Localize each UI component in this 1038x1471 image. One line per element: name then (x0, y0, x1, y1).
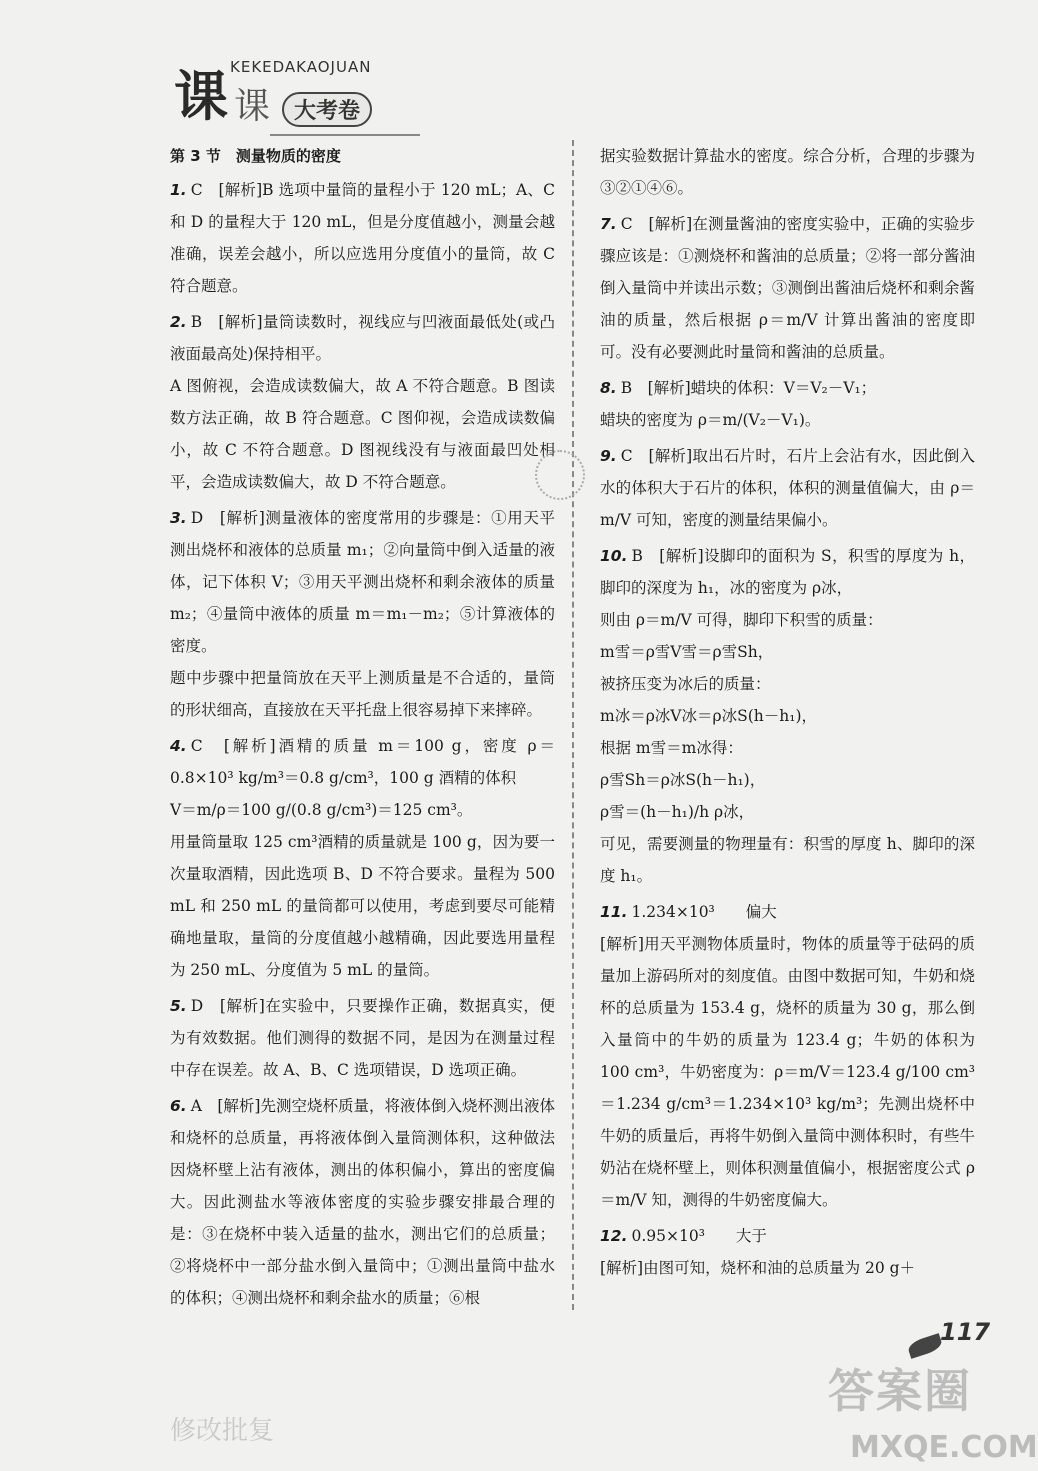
question-number: 3. (170, 509, 187, 527)
header-logo (150, 48, 470, 138)
answer-text: 蜡块的密度为 ρ＝m/(V₂－V₁)。 (600, 411, 821, 429)
answer-paragraph (170, 794, 555, 826)
column-divider (572, 140, 574, 1310)
question-number: 2. (170, 313, 187, 331)
answer-item (600, 896, 975, 1216)
answer-item (170, 730, 555, 986)
logo-latin-text: KEKEDAKAOJUAN (230, 58, 372, 76)
answer-item (600, 140, 975, 204)
logo-char-main: 课 (174, 64, 228, 128)
stamp-mark (535, 450, 585, 500)
answer-text: C [解析]酒精的质量 m＝100 g，密度 ρ＝0.8×10³ kg/m³＝0.8 g/cm³，100 g 酒精的体积 (170, 737, 555, 787)
logo-tag: 大考卷 (282, 92, 372, 127)
answer-paragraph (170, 662, 555, 726)
answer-paragraph (170, 174, 555, 302)
answer-paragraph (170, 1090, 555, 1314)
answer-text: B [解析]量筒读数时，视线应与凹液面最低处(或凸液面最高处)保持相平。 (170, 313, 555, 363)
answer-text: C [解析]取出石片时，石片上会沾有水，因此倒入水的体积大于石片的体积，体积的测量值偏大，由 ρ＝m/V 可知，密度的测量结果偏小。 (600, 447, 975, 529)
answer-paragraph (600, 1220, 975, 1252)
answer-paragraph (600, 1252, 975, 1284)
right-column (600, 140, 975, 1288)
answer-paragraph (600, 732, 975, 764)
answer-paragraph (600, 540, 975, 604)
answer-text: 根据 m雪＝m冰得： (600, 739, 743, 757)
answer-text: V＝m/ρ＝100 g/(0.8 g/cm³)＝125 cm³。 (170, 801, 473, 819)
answer-item (600, 372, 975, 436)
answer-paragraph (600, 404, 975, 436)
answer-text: C [解析]B 选项中量筒的量程小于 120 mL；A、C 和 D 的量程大于 120 mL，但是分度值越小，测量会越准确，误差会越小，所以应选用分度值小的量筒，故 C 符合题意。 (170, 181, 555, 295)
section-title: 第 3 节 测量物质的密度 (170, 147, 341, 165)
answer-item (600, 208, 975, 368)
question-number: 8. (600, 379, 617, 397)
answer-item (600, 440, 975, 536)
answer-text: 据实验数据计算盐水的密度。综合分析，合理的步骤为③②①④⑥。 (600, 147, 975, 197)
answer-paragraph (600, 700, 975, 732)
answer-item (170, 502, 555, 726)
answer-paragraph (600, 796, 975, 828)
answer-text: D [解析]测量液体的密度常用的步骤是：①用天平测出烧杯和液体的总质量 m₁；②向量筒中倒入适量的液体，记下体积 V；③用天平测出烧杯和剩余液体的质量 m₂；④量筒中液体的质量 m＝m₁－m₂；⑤计算液体的密度。 (170, 509, 555, 655)
answer-text: 题中步骤中把量筒放在天平上测质量是不合适的，量筒的形状细高，直接放在天平托盘上很容易掉下来摔碎。 (170, 669, 555, 719)
answer-text: m雪＝ρ雪V雪＝ρ雪Sh， (600, 643, 774, 661)
watermark-logo: 答案圈 (828, 1364, 972, 1418)
answer-paragraph (170, 502, 555, 662)
answer-item (600, 1220, 975, 1284)
answer-paragraph (600, 636, 975, 668)
answer-text: 1.234×10³ 偏大 (631, 903, 777, 921)
logo-underline (270, 134, 420, 136)
question-number: 10. (600, 547, 628, 565)
answer-text: 被挤压变为冰后的质量： (600, 675, 771, 693)
answer-text: 用量筒量取 125 cm³酒精的质量就是 100 g，因为要一次量取酒精，因此选项 B、D 不符合要求。量程为 500 mL 和 250 mL 的量筒都可以使用，考虑到要尽可能精确地量取，量筒的分度值越小越精确，因此要选用量程为 250 mL、分度值为 5 mL 的量筒。 (170, 833, 555, 979)
answer-text: B [解析]蜡块的体积：V＝V₂－V₁； (620, 379, 877, 397)
question-number: 12. (600, 1227, 628, 1245)
answer-paragraph (600, 828, 975, 892)
question-number: 6. (170, 1097, 187, 1115)
answer-text: 可见，需要测量的物理量有：积雪的厚度 h、脚印的深度 h₁。 (600, 835, 975, 885)
watermark-url: MXQE.COM (850, 1430, 1038, 1465)
answer-item (170, 306, 555, 498)
answer-paragraph (170, 990, 555, 1086)
answer-item (600, 540, 975, 892)
logo-char-secondary: 课 (234, 86, 271, 127)
answer-text: ρ雪Sh＝ρ冰S(h－h₁)， (600, 771, 766, 789)
answer-paragraph (170, 826, 555, 986)
question-number: 1. (170, 181, 187, 199)
left-items (170, 174, 555, 1314)
question-number: 5. (170, 997, 187, 1015)
right-items (600, 140, 975, 1284)
answer-paragraph (600, 140, 975, 204)
answer-item (170, 990, 555, 1086)
answer-item (170, 1090, 555, 1314)
answer-text: [解析]用天平测物体质量时，物体的质量等于砝码的质量加上游码所对的刻度值。由图中数据可知，牛奶和烧杯的总质量为 153.4 g，烧杯的质量为 30 g，那么倒入量筒中的牛奶的质量为 123.4 g；牛奶的体积为 100 cm³，牛奶密度为：ρ＝m/V＝123.4 g/100 cm³＝1.234 g/cm³＝1.234×10³ kg/m³；先测出烧杯中牛奶的质量后，再将牛奶倒入量筒中测体积时，有些牛奶沾在烧杯壁上，则体积测量值偏小，根据密度公式 ρ＝m/V 知，测得的牛奶密度偏大。 (600, 935, 975, 1209)
question-number: 7. (600, 215, 617, 233)
answer-text: ρ雪＝(h－h₁)/h ρ冰， (600, 803, 755, 821)
answer-item (170, 174, 555, 302)
page-number: 117 (940, 1318, 991, 1346)
answer-text: 0.95×10³ 大于 (631, 1227, 767, 1245)
answer-paragraph (600, 896, 975, 928)
question-number: 9. (600, 447, 617, 465)
answer-paragraph (600, 440, 975, 536)
answer-paragraph (600, 604, 975, 636)
footer-faint-text: 修改批复 (170, 1416, 275, 1446)
answer-text: [解析]由图可知，烧杯和油的总质量为 20 g＋ (600, 1259, 916, 1277)
answer-text: C [解析]在测量酱油的密度实验中，正确的实验步骤应该是：①测烧杯和酱油的总质量；②将一部分酱油倒入量筒中并读出示数；③测倒出酱油后烧杯和剩余酱油的质量，然后根据 ρ＝m/V 计算出酱油的密度即可。没有必要测此时量筒和酱油的总质量。 (600, 215, 975, 361)
question-number: 11. (600, 903, 628, 921)
answer-text: 则由 ρ＝m/V 可得，脚印下积雪的质量： (600, 611, 883, 629)
answer-text: A [解析]先测空烧杯质量，将液体倒入烧杯测出液体和烧杯的总质量，再将液体倒入量筒测体积，这种做法因烧杯壁上沾有液体，测出的体积偏小，算出的密度偏大。因此测盐水等液体密度的实验步骤安排最合理的是：③在烧杯中装入适量的盐水，测出它们的总质量；②将烧杯中一部分盐水倒入量筒中；①测出量筒中盐水的体积；④测出烧杯和剩余盐水的质量；⑥根 (170, 1097, 555, 1307)
answer-paragraph (600, 372, 975, 404)
answer-paragraph (600, 668, 975, 700)
answer-paragraph (170, 730, 555, 794)
left-column (170, 140, 555, 1318)
answer-paragraph (600, 208, 975, 368)
answer-paragraph (170, 306, 555, 370)
answer-text: m冰＝ρ冰V冰＝ρ冰S(h－h₁)， (600, 707, 818, 725)
answer-text: B [解析]设脚印的面积为 S，积雪的厚度为 h，脚印的深度为 h₁，冰的密度为 ρ冰， (600, 547, 975, 597)
answer-paragraph (170, 370, 555, 498)
answer-text: A 图俯视，会造成读数偏大，故 A 不符合题意。B 图读数方法正确，故 B 符合题意。C 图仰视，会造成读数偏小，故 C 不符合题意。D 图视线没有与液面最凹处相平，会造成读数偏大，故 D 不符合题意。 (170, 377, 555, 491)
answer-paragraph (600, 764, 975, 796)
answer-text: D [解析]在实验中，只要操作正确，数据真实，便为有效数据。他们测得的数据不同，是因为在测量过程中存在误差。故 A、B、C 选项错误，D 选项正确。 (170, 997, 555, 1079)
question-number: 4. (170, 737, 187, 755)
answer-paragraph (600, 928, 975, 1216)
